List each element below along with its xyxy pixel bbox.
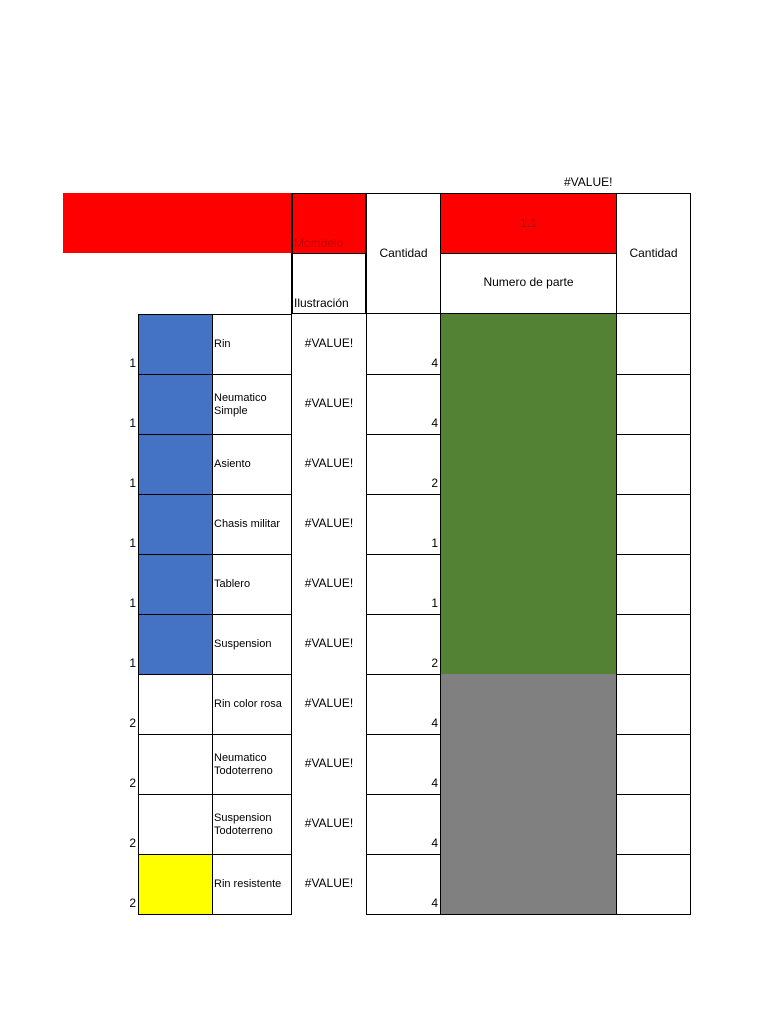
quantity-cell: 1	[366, 554, 441, 615]
part-name: Rin resistente	[213, 854, 292, 915]
row-number: 1	[129, 416, 136, 430]
swatch-cell	[138, 554, 213, 615]
numero-parte-header-cell	[441, 254, 616, 314]
part-name: Suspension Todoterreno	[213, 794, 292, 855]
part-number-cell	[441, 494, 616, 555]
quantity-cell-2	[616, 854, 691, 915]
swatch-cell	[138, 734, 213, 795]
row-number: 1	[129, 656, 136, 670]
row-number: 2	[129, 776, 136, 790]
quantity-cell-2	[616, 614, 691, 675]
part-number-cell	[441, 794, 616, 855]
numero-parte-label: Numero de parte	[483, 275, 574, 289]
quantity-cell-2	[616, 374, 691, 435]
part-number-cell	[441, 674, 616, 735]
modelo-label: Momdelo	[294, 236, 344, 250]
part-number-cell	[441, 314, 616, 375]
row-number: 2	[129, 836, 136, 850]
value-cell: #VALUE!	[304, 396, 354, 410]
part-name: Rin	[213, 314, 292, 375]
value-cell: #VALUE!	[304, 576, 354, 590]
quantity-cell-2	[616, 554, 691, 615]
quantity-cell: 4	[366, 674, 441, 735]
row-number: 1	[129, 596, 136, 610]
swatch-cell	[138, 374, 213, 435]
part-number-cell	[441, 434, 616, 495]
part-number-cell	[441, 734, 616, 795]
modelo-header-cell	[291, 193, 366, 254]
quantity-cell-2	[616, 434, 691, 495]
part-name: Rin color rosa	[213, 674, 292, 735]
quantity-cell: 4	[366, 374, 441, 435]
version-label: 1.1	[520, 216, 537, 230]
part-name: Tablero	[213, 554, 292, 615]
value-cell: #VALUE!	[304, 756, 354, 770]
value-cell: #VALUE!	[304, 336, 354, 350]
part-name: Neumatico Todoterreno	[213, 734, 292, 795]
cantidad-label: Cantidad	[379, 246, 428, 260]
quantity-cell: 2	[366, 614, 441, 675]
part-number-cell	[441, 854, 616, 915]
value-cell: #VALUE!	[304, 636, 354, 650]
swatch-cell	[138, 854, 213, 915]
row-number: 2	[129, 896, 136, 910]
quantity-cell-2	[616, 674, 691, 735]
row-number: 1	[129, 476, 136, 490]
part-name: Neumatico Simple	[213, 374, 292, 435]
value-cell: #VALUE!	[304, 516, 354, 530]
quantity-cell: 4	[366, 794, 441, 855]
cantidad-label-2: Cantidad	[629, 246, 678, 260]
ilustracion-header-cell	[291, 254, 366, 314]
part-name: Suspension	[213, 614, 292, 675]
quantity-cell: 4	[366, 734, 441, 795]
swatch-cell	[138, 614, 213, 675]
version-header-cell	[441, 193, 616, 254]
value-cell: #VALUE!	[304, 456, 354, 470]
quantity-cell-2	[616, 794, 691, 855]
value-cell: #VALUE!	[304, 816, 354, 830]
header-red-band	[63, 193, 291, 253]
cantidad-header-cell-2	[616, 193, 691, 314]
part-number-cell	[441, 374, 616, 435]
quantity-cell: 2	[366, 434, 441, 495]
quantity-cell-2	[616, 494, 691, 555]
quantity-cell: 4	[366, 314, 441, 375]
part-number-cell	[441, 554, 616, 615]
row-number: 1	[129, 356, 136, 370]
swatch-cell	[138, 794, 213, 855]
value-cell: #VALUE!	[304, 876, 354, 890]
swatch-cell	[138, 494, 213, 555]
value-cell: #VALUE!	[304, 696, 354, 710]
quantity-cell: 4	[366, 854, 441, 915]
quantity-cell-2	[616, 734, 691, 795]
quantity-cell: 1	[366, 494, 441, 555]
row-number: 2	[129, 716, 136, 730]
part-name: Chasis militar	[213, 494, 292, 555]
part-name: Asiento	[213, 434, 292, 495]
ilustracion-label: Ilustración	[294, 296, 349, 310]
swatch-cell	[138, 314, 213, 375]
swatch-cell	[138, 434, 213, 495]
cantidad-header-cell	[366, 193, 441, 314]
quantity-cell-2	[616, 314, 691, 375]
part-number-cell	[441, 614, 616, 675]
swatch-cell	[138, 674, 213, 735]
row-number: 1	[129, 536, 136, 550]
top-value-cell: #VALUE!	[564, 175, 613, 189]
